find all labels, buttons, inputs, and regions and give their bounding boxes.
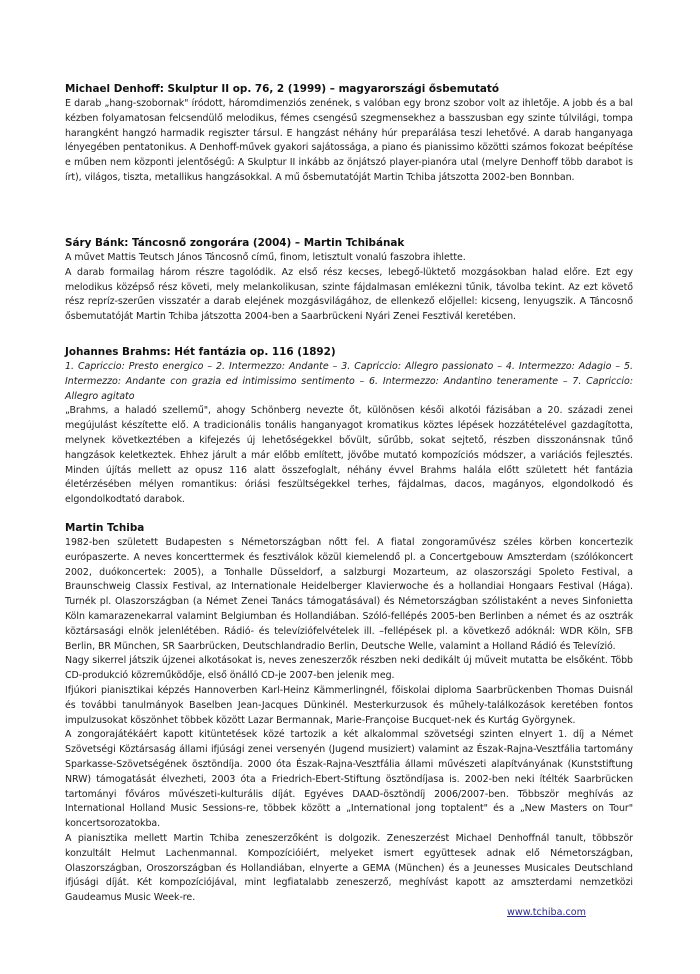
section-sary (65, 236, 633, 325)
paragraph: E darab „hang-szobornak" íródott, háromdimenziós zenének, s valóban egy bronz szobor volt az ihletője. A jobb és a bal kézben folyamatosan felcsendülő melodikus, fémes csengésű szegmensekhez a basszusban egy szinte túlvilági, tompa harangként hangzó harmadik regiszter társul. E hangzást néhány húr preparálása teszi lehetővé. A darab hanganyaga lényegében pentatonikus. A Denhoff-művek gyakori sajátossága, a piano és pianissimo közötti számos fokozat beépítése e műben nem központi jelentőségű: A Skulptur II inkább az önjátszó player-pianóra utal (melyre Denhoff több darabot is írt), világos, tiszta, metallikus hangzásokkal. A mű ősbemutatóját Martin Tchiba játszotta 2002-ben Bonnban. (65, 98, 633, 183)
section-title: Michael Denhoff: Skulptur II op. 76, 2 (1999) – magyarországi ősbemutató (65, 83, 500, 95)
website-link[interactable]: www.tchiba.com (507, 907, 586, 918)
paragraph: Ifjúkori pianisztikai képzés Hannoverben Karl-Heinz Kämmerlingnél, főiskolai diploma Saarbrückenben Thomas Duisnál és további tanulmányok Baselben Jean-Jacques Dünkinél. Mesterkurzusok és műhely-találkozások keretében fontos impulzusokat köszönhet többek között Lazar Bermannak, Marie-Françoise Bucquet-nek és Kurtág Györgynek. (65, 684, 633, 726)
section-tchiba (65, 521, 633, 906)
section-brahms (65, 345, 633, 508)
section-denhoff (65, 82, 633, 186)
paragraph: A művet Mattis Teutsch János Táncosnő című, finom, letisztult vonalú faszobra ihlette. (65, 252, 466, 263)
movement-list: 1. Capriccio: Presto energico – 2. Intermezzo: Andante – 3. Capriccio: Allegro passionato – 4. Intermezzo: Adagio – 5. Intermezzo: Andante con grazia ed intimissimo sentimento – 6. Intermezzo: Andantino teneramente – 7. Capriccio: Allegro agitato (65, 361, 633, 402)
paragraph: „Brahms, a haladó szellemű", ahogy Schönberg nevezte őt, különösen késői alkotói fázisában a 20. századi zenei megújulást készítette elő. A tradicionális tonális hanganyagot kromatikus köztes lépések hozzátételével gazdagította, melynek következtében a kifejezés új lehetőségekkel bővült, sűrűbb, sokat sejtető, részben disszonánsnak tűnő hangzások keletkeztek. Ehhez járult a már előbb említett, jövőbe mutató kompozíciós módszer, a variációs fejlesztés. Minden újítás mellett az opusz 116 alatt összefoglalt, néhány évvel Brahms halála előtt született hét fantázia életérzésében mélyen romantikus: óriási feszültségekkel terhes, fájdalmas, dacos, magányos, elgondolkodó és elgondolkodtató darabok. (65, 405, 633, 506)
section-title: Sáry Bánk: Táncosnő zongorára (2004) – Martin Tchibának (65, 237, 405, 249)
section-title: Martin Tchiba (65, 522, 145, 534)
paragraph: A darab formailag három részre tagolódik. Az első rész kecses, lebegő-lüktető mozgásokban halad előre. Ezt egy melodikus középső rész követi, mely melankolikusan, szinte fájdalmasan emlékezni tűnik, távolba tekint. Az ezt követő rész repríz-szerűen visszatér a darab elejének mozgásvilágához, de ellenkező előjellel: kicseng, lenyugszik. A Táncosnő ősbemutatóját Martin Tchiba játszotta 2004-ben a Saarbrückeni Nyári Zenei Fesztivál keretében. (65, 266, 633, 323)
paragraph: Nagy sikerrel játszik újzenei alkotásokat is, neves zeneszerzők részben neki dedikált új műveit mutatta be elsőként. Több CD-produkció közreműködője, első önálló CD-je 2007-ben jelenik meg. (65, 655, 633, 682)
paragraph: 1982-ben született Budapesten s Németországban nőtt fel. A fiatal zongoraművész széles körben koncertezik európaszerte. A neves koncerttermek és fesztiválok közül kiemelendő pl. a Concertgebouw Amszterdam (szólókoncert 2002, duókoncertek: 2005), a Tonhalle Düsseldorf, a salzburgi Mozarteum, az olaszországi Spoleto Festival, a Braunschweig Classix Festival, az Internationale Heidelberger Klavierwoche és a hollandiai Hongaars Festival (Hága). Turnék pl. Olaszországban (a Német Zenei Tanács támogatásával) és Németországban szólistaként a neves Sinfonietta Köln kamarazenekarral valamint Belgiumban és Hollandiában. Szóló-fellépés 2005-ben Berlinben a német és az osztrák köztársasági elnök jelenlétében. Rádió- és televíziófelvételek ill. –fellépések pl. a következő adóknál: WDR Köln, SFB Berlin, BR München, SR Saarbrücken, Deutschlandradio Berlin, Deutsche Welle, valamint a Holland Rádió és Televízió. (65, 537, 633, 652)
paragraph: A pianisztika mellett Martin Tchiba zeneszerzőként is dolgozik. Zeneszerzést Michael Denhoffnál tanult, többször konzultált Helmut Lachenmannal. Kompozícióiért, melyeket ismert együttesek adnak elő Németországban, Olaszországban, Oroszországban és Hollandiában, elnyerte a GEMA (München) és a Jeunesses Musicales Deutschland ifjúsági díját. Két kompozíciójával, mint legfiatalabb zeneszerző, meghívást kapott az amszterdami nemzetközi Gaudeamus Music Week-re. (65, 832, 633, 904)
section-title: Johannes Brahms: Hét fantázia op. 116 (1892) (65, 346, 336, 358)
paragraph: A zongorajátékáért kapott kitüntetések közé tartozik a két alkalommal szövetségi szinten elnyert 1. díj a Német Szövetségi Köztársaság állami ifjúsági zenei versenyén (Jugend musiziert) valamint az Észak-Rajna-Vesztfália tartomány Sparkasse-Szövetségének ösztöndíja. 2000 óta Észak-Rajna-Vesztfália állami művészeti alapítványának (Kunststiftung NRW) támogatását élvezheti, 2003 óta a Friedrich-Ebert-Stiftung ösztöndíjasa is. 2002-ben neki ítélték Saarbrücken tartományi főváros művészeti-kulturális díját. Egyéves DAAD-ösztöndíj 2006/2007-ben. Többször meghívás az International Holland Music Sessions-re, többek között a „International jong toptalent" és a „New Masters on Tour" koncertsorozatokba. (65, 729, 633, 830)
